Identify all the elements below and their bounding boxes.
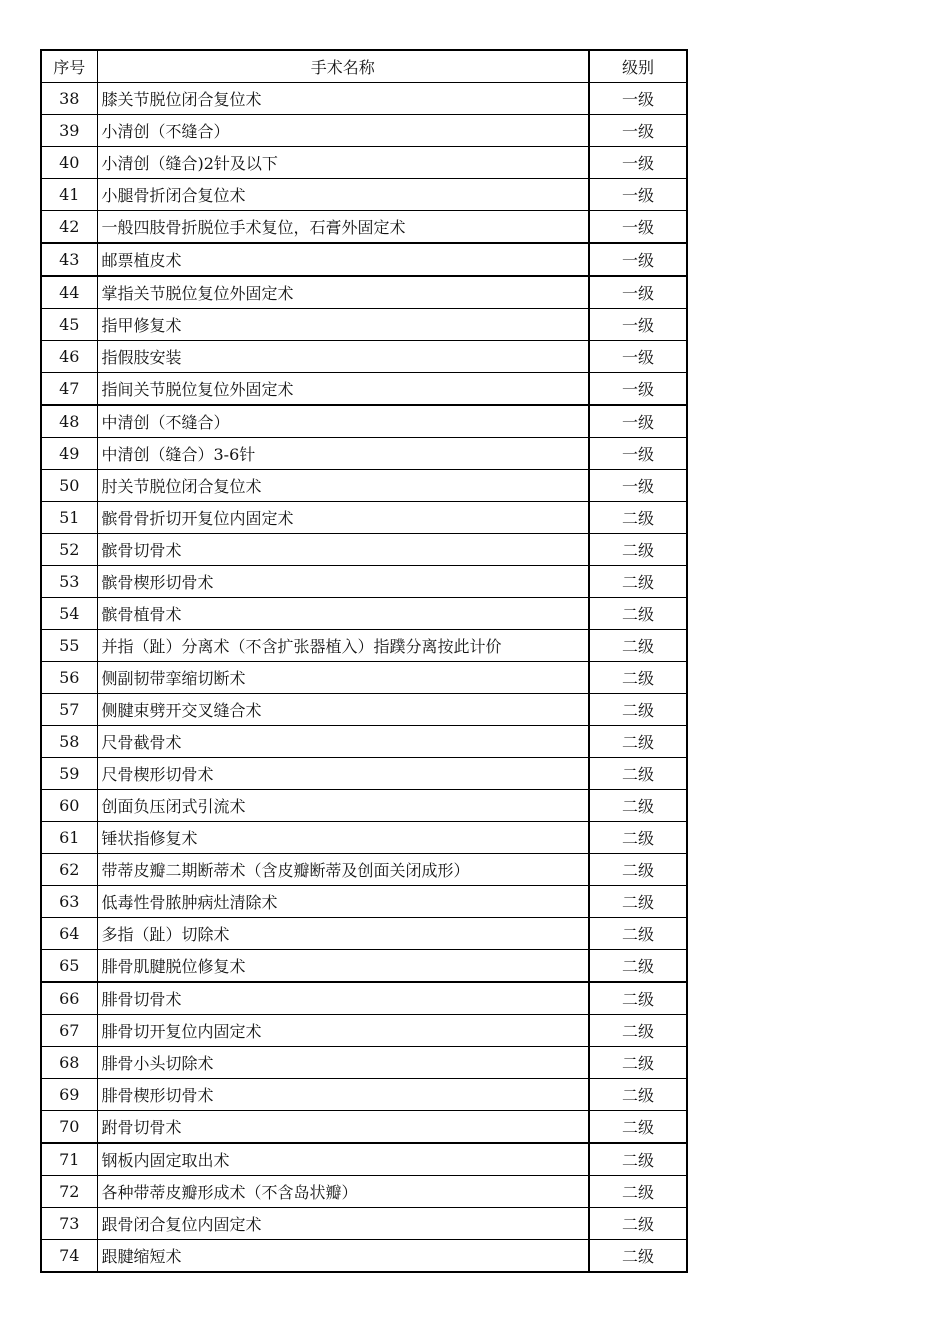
table-row: [41, 83, 687, 115]
table-row: [41, 1176, 687, 1208]
table-row: [41, 1015, 687, 1047]
row-number: 51: [41, 502, 97, 534]
surgery-level: 二级: [589, 1047, 687, 1079]
surgery-name: 一般四肢骨折脱位手术复位，石膏外固定术: [97, 211, 589, 244]
surgery-level: 二级: [589, 566, 687, 598]
row-number: 58: [41, 726, 97, 758]
surgery-name: 髌骨楔形切骨术: [97, 566, 589, 598]
table-row: [41, 1047, 687, 1079]
row-number: 44: [41, 276, 97, 309]
row-number: 52: [41, 534, 97, 566]
surgery-name: 带蒂皮瓣二期断蒂术（含皮瓣断蒂及创面关闭成形）: [97, 854, 589, 886]
surgery-name: 腓骨小头切除术: [97, 1047, 589, 1079]
table-row: [41, 179, 687, 211]
table-row: [41, 502, 687, 534]
surgery-name: 跟骨闭合复位内固定术: [97, 1208, 589, 1240]
table-row: [41, 438, 687, 470]
table-row: [41, 598, 687, 630]
surgery-level: 二级: [589, 726, 687, 758]
surgery-name: 掌指关节脱位复位外固定术: [97, 276, 589, 309]
table-row: [41, 662, 687, 694]
surgery-name: 各种带蒂皮瓣形成术（不含岛状瓣）: [97, 1176, 589, 1208]
surgery-name: 钢板内固定取出术: [97, 1143, 589, 1176]
surgery-name: 腓骨楔形切骨术: [97, 1079, 589, 1111]
table-row: [41, 309, 687, 341]
row-number: 61: [41, 822, 97, 854]
table-row: [41, 211, 687, 244]
surgery-name: 中清创（不缝合）: [97, 405, 589, 438]
row-number: 74: [41, 1240, 97, 1273]
row-number: 65: [41, 950, 97, 983]
table-row: [41, 918, 687, 950]
table-row: [41, 147, 687, 179]
surgery-level: 二级: [589, 1240, 687, 1273]
table-row: [41, 115, 687, 147]
row-number: 48: [41, 405, 97, 438]
surgery-level: 二级: [589, 1111, 687, 1144]
surgery-level: 二级: [589, 918, 687, 950]
row-number: 38: [41, 83, 97, 115]
surgery-level: 一级: [589, 83, 687, 115]
surgery-name: 侧腱束劈开交叉缝合术: [97, 694, 589, 726]
surgery-level: 一级: [589, 147, 687, 179]
surgery-name: 腓骨切骨术: [97, 982, 589, 1015]
surgery-table-sheet: [40, 49, 686, 1273]
surgery-level: 二级: [589, 1208, 687, 1240]
row-number: 67: [41, 1015, 97, 1047]
surgery-name: 跟腱缩短术: [97, 1240, 589, 1273]
surgery-name: 髌骨切骨术: [97, 534, 589, 566]
surgery-level: 二级: [589, 1015, 687, 1047]
row-number: 70: [41, 1111, 97, 1144]
table-row: [41, 886, 687, 918]
row-number: 69: [41, 1079, 97, 1111]
table-row: [41, 470, 687, 502]
table-row: [41, 822, 687, 854]
surgery-level: 二级: [589, 854, 687, 886]
surgery-level: 二级: [589, 662, 687, 694]
surgery-level: 二级: [589, 758, 687, 790]
row-number: 56: [41, 662, 97, 694]
surgery-name: 肘关节脱位闭合复位术: [97, 470, 589, 502]
surgery-name: 尺骨截骨术: [97, 726, 589, 758]
table-row: [41, 566, 687, 598]
surgery-name: 多指（趾）切除术: [97, 918, 589, 950]
row-number: 57: [41, 694, 97, 726]
surgery-name: 锤状指修复术: [97, 822, 589, 854]
surgery-level: 一级: [589, 115, 687, 147]
surgery-name: 并指（趾）分离术（不含扩张器植入）指蹼分离按此计价: [97, 630, 589, 662]
surgery-level: 一级: [589, 276, 687, 309]
row-number: 49: [41, 438, 97, 470]
surgery-name: 小清创（缝合)2针及以下: [97, 147, 589, 179]
surgery-name: 腓骨切开复位内固定术: [97, 1015, 589, 1047]
table-body: [41, 83, 687, 1273]
surgery-name: 小腿骨折闭合复位术: [97, 179, 589, 211]
surgery-level: 一级: [589, 373, 687, 406]
row-number: 64: [41, 918, 97, 950]
surgery-name: 创面负压闭式引流术: [97, 790, 589, 822]
surgery-level: 二级: [589, 886, 687, 918]
surgery-level: 二级: [589, 694, 687, 726]
surgery-level: 二级: [589, 982, 687, 1015]
row-number: 62: [41, 854, 97, 886]
table-row: [41, 726, 687, 758]
header-level: 级别: [589, 50, 687, 83]
row-number: 72: [41, 1176, 97, 1208]
table-row: [41, 694, 687, 726]
row-number: 39: [41, 115, 97, 147]
table-row: [41, 405, 687, 438]
surgery-name: 髌骨植骨术: [97, 598, 589, 630]
surgery-level: 二级: [589, 1079, 687, 1111]
surgery-name: 侧副韧带挛缩切断术: [97, 662, 589, 694]
table-row: [41, 276, 687, 309]
table-row: [41, 630, 687, 662]
surgery-name: 指甲修复术: [97, 309, 589, 341]
table-row: [41, 1111, 687, 1144]
table-row: [41, 243, 687, 276]
table-row: [41, 1208, 687, 1240]
row-number: 66: [41, 982, 97, 1015]
row-number: 42: [41, 211, 97, 244]
row-number: 45: [41, 309, 97, 341]
surgery-name: 指假肢安装: [97, 341, 589, 373]
surgery-level: 一级: [589, 211, 687, 244]
row-number: 71: [41, 1143, 97, 1176]
surgery-name: 邮票植皮术: [97, 243, 589, 276]
row-number: 41: [41, 179, 97, 211]
surgery-level: 二级: [589, 534, 687, 566]
surgery-level: 二级: [589, 950, 687, 983]
surgery-name: 中清创（缝合）3-6针: [97, 438, 589, 470]
header-name: 手术名称: [97, 50, 589, 83]
table-row: [41, 373, 687, 406]
surgery-level: 二级: [589, 1143, 687, 1176]
surgery-name: 低毒性骨脓肿病灶清除术: [97, 886, 589, 918]
surgery-level: 一级: [589, 179, 687, 211]
table-row: [41, 1143, 687, 1176]
table-row: [41, 341, 687, 373]
surgery-level: 一级: [589, 470, 687, 502]
table-row: [41, 1079, 687, 1111]
table-row: [41, 854, 687, 886]
surgery-table: [40, 49, 688, 1273]
table-row: [41, 950, 687, 983]
surgery-name: 膝关节脱位闭合复位术: [97, 83, 589, 115]
header-no: 序号: [41, 50, 97, 83]
row-number: 53: [41, 566, 97, 598]
table-row: [41, 534, 687, 566]
surgery-level: 一级: [589, 438, 687, 470]
surgery-name: 小清创（不缝合）: [97, 115, 589, 147]
row-number: 47: [41, 373, 97, 406]
surgery-level: 一级: [589, 309, 687, 341]
row-number: 55: [41, 630, 97, 662]
row-number: 43: [41, 243, 97, 276]
surgery-name: 指间关节脱位复位外固定术: [97, 373, 589, 406]
surgery-level: 一级: [589, 341, 687, 373]
row-number: 59: [41, 758, 97, 790]
row-number: 54: [41, 598, 97, 630]
surgery-level: 一级: [589, 405, 687, 438]
row-number: 40: [41, 147, 97, 179]
surgery-level: 二级: [589, 502, 687, 534]
surgery-level: 二级: [589, 822, 687, 854]
row-number: 60: [41, 790, 97, 822]
row-number: 68: [41, 1047, 97, 1079]
surgery-name: 髌骨骨折切开复位内固定术: [97, 502, 589, 534]
row-number: 46: [41, 341, 97, 373]
surgery-level: 二级: [589, 1176, 687, 1208]
table-header-row: [41, 50, 687, 83]
table-row: [41, 1240, 687, 1273]
surgery-level: 一级: [589, 243, 687, 276]
surgery-name: 腓骨肌腱脱位修复术: [97, 950, 589, 983]
surgery-level: 二级: [589, 630, 687, 662]
row-number: 50: [41, 470, 97, 502]
table-row: [41, 790, 687, 822]
surgery-name: 跗骨切骨术: [97, 1111, 589, 1144]
surgery-level: 二级: [589, 790, 687, 822]
surgery-name: 尺骨楔形切骨术: [97, 758, 589, 790]
row-number: 73: [41, 1208, 97, 1240]
row-number: 63: [41, 886, 97, 918]
table-row: [41, 982, 687, 1015]
table-row: [41, 758, 687, 790]
surgery-level: 二级: [589, 598, 687, 630]
